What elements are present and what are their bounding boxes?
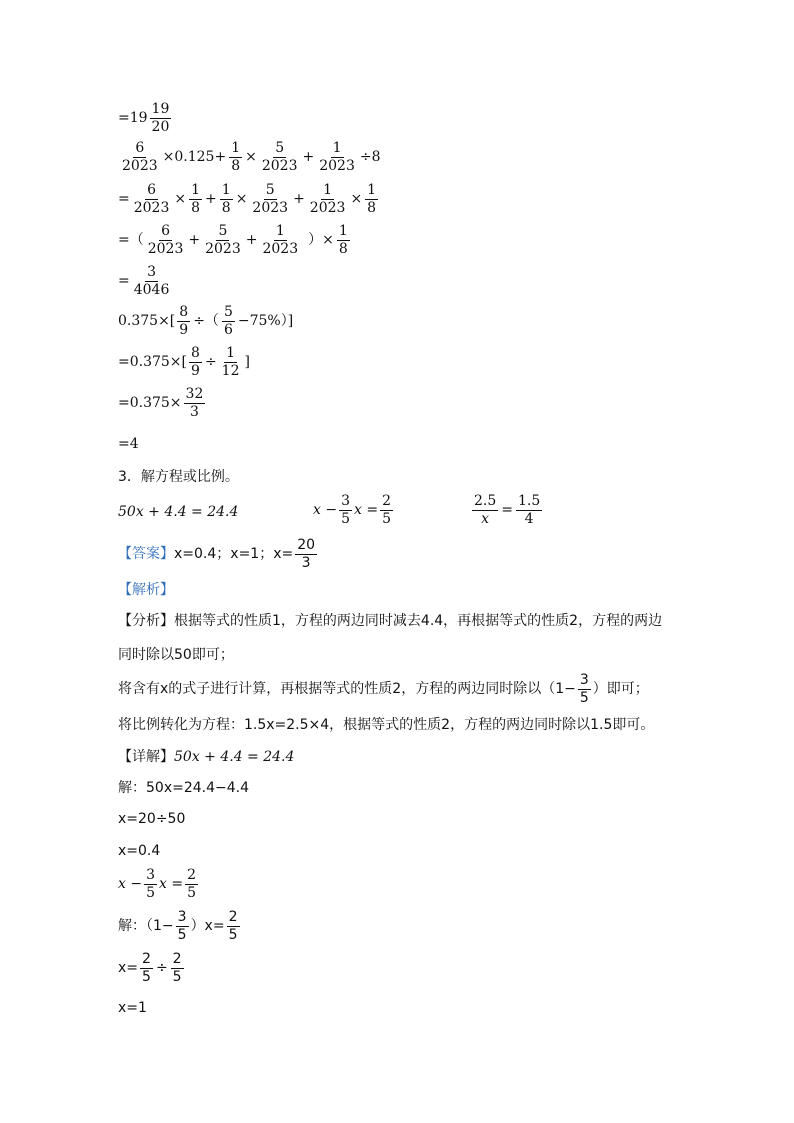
fraction: $\frac{2}{5}$ [172, 951, 182, 985]
calc2-expression: 0.375×[ $\frac{8}{9}$ ÷（ $\frac{5}{6}$ −75%）] [118, 304, 294, 338]
calc2-step2: =0.375× $\frac{32}{3}$ [118, 386, 204, 420]
fraction: $\frac{1}{8}$ [367, 182, 377, 216]
result-prefix: =19 [118, 110, 148, 127]
problem3-eq3: $\frac{2.5}{x}$ = $\frac{1.5}{4}$ [474, 493, 541, 527]
fraction: $\frac{1}{8}$ [231, 140, 241, 174]
calc1-step2: =（ $\frac{6}{2023}$ + $\frac{5}{2023}$ + $\frac{1}{2023}$ ）× $\frac{1}{8}$ [118, 223, 348, 257]
calc1-step3: = $\frac{3}{4046}$ [118, 264, 170, 298]
calc2-step3: =4 [118, 436, 139, 452]
analysis-tag: 【解析】 [118, 582, 174, 598]
fraction: $\frac{2}{5}$ [142, 951, 151, 985]
fraction: $\frac{3}{5}$ [341, 493, 350, 527]
answer-tag: 【答案】 [118, 546, 174, 563]
fraction: $\frac{3}{5}$ [146, 867, 155, 901]
problem3-eq1: 50x + 4.4 = 24.4 [118, 504, 239, 520]
fraction: $\frac{1}{2023}$ [319, 140, 355, 174]
fraction: $\frac{32}{3}$ [185, 386, 204, 420]
detail-s5: x= $\frac{2}{5}$ ÷ $\frac{2}{5}$ [118, 951, 182, 985]
fraction: $\frac{1}{2023}$ [309, 182, 346, 216]
fraction: $\frac{2.5}{x}$ [474, 493, 497, 527]
fraction: $\frac{3}{5}$ [177, 909, 187, 943]
fraction: $\frac{6}{2023}$ [147, 223, 184, 257]
fraction: $\frac{8}{9}$ [191, 345, 200, 379]
fraction: $\frac{1.5}{4}$ [518, 493, 541, 527]
detail-eq2: x − $\frac{3}{5}$ x = $\frac{2}{5}$ [118, 867, 196, 901]
fraction: $\frac{5}{2023}$ [261, 140, 298, 174]
calc1-step1: = $\frac{6}{2023}$ × $\frac{1}{8}$ + $\frac{1}{8}$ × $\frac{5}{2023}$ + $\frac{1}{2023}$ × $\frac{1}{8}$ [118, 182, 377, 216]
fraction: $\frac{1}{8}$ [191, 182, 201, 216]
fraction: $\frac{3}{5}$ [579, 672, 589, 706]
analysis-p1b: 同时除以50即可； [118, 647, 234, 663]
fraction: $\frac{20}{3}$ [297, 537, 316, 571]
analysis-p3: 将比例转化为方程：1.5x=2.5×4，根据等式的性质2，方程的两边同时除以1.5即可。 [118, 717, 655, 733]
fraction: $\frac{5}{6}$ [223, 304, 233, 338]
analysis-p2: 将含有x的式子进行计算，再根据等式的性质2，方程的两边同时除以（1− $\frac{3}{5}$ ）即可； [118, 672, 649, 706]
detail-s6: x=1 [118, 1000, 147, 1016]
detail-s3: x=0.4 [118, 843, 161, 859]
answer-line: 【答案】 x=0.4；x=1；x= $\frac{20}{3}$ [118, 537, 316, 571]
fraction: $\frac{1}{8}$ [338, 223, 348, 257]
fraction: $\frac{19}{20}$ [151, 101, 170, 135]
fraction: $\frac{6}{2023}$ [133, 182, 170, 216]
detail-line: 【详解】 50x + 4.4 = 24.4 [118, 749, 295, 765]
calc1-result-line [118, 102, 173, 134]
fraction: $\frac{6}{2023}$ [122, 140, 158, 174]
fraction: $\frac{2}{5}$ [187, 867, 196, 901]
calc2-step1: =0.375×[ $\frac{8}{9}$ ÷ $\frac{1}{12}$ ] [118, 345, 250, 379]
analysis-p1a: 【分析】 根据等式的性质1，方程的两边同时减去4.4，再根据等式的性质2，方程的两边 [118, 613, 663, 629]
problem3-title: 3．解方程或比例。 [118, 469, 239, 485]
detail-s2: x=20÷50 [118, 811, 186, 827]
fraction: $\frac{1}{2023}$ [262, 223, 299, 257]
detail-s4: 解：（1− $\frac{3}{5}$ ）x= $\frac{2}{5}$ [118, 909, 238, 943]
calc1-expression: $\frac{6}{2023}$ ×0.125+ $\frac{1}{8}$ × $\frac{5}{2023}$ + $\frac{1}{2023}$ ÷8 [122, 140, 381, 174]
fraction: $\frac{8}{9}$ [179, 304, 189, 338]
detail-s1: 解：50x=24.4−4.4 [118, 780, 249, 796]
fraction: $\frac{3}{4046}$ [133, 264, 170, 298]
fraction: $\frac{1}{8}$ [221, 182, 231, 216]
fraction: $\frac{5}{2023}$ [252, 182, 289, 216]
fraction: $\frac{2}{5}$ [228, 909, 238, 943]
problem3-eq2: x − $\frac{3}{5}$ x = $\frac{2}{5}$ [313, 493, 391, 527]
fraction: $\frac{1}{12}$ [221, 345, 240, 379]
fraction: $\frac{2}{5}$ [382, 493, 391, 527]
fraction: $\frac{5}{2023}$ [205, 223, 241, 257]
